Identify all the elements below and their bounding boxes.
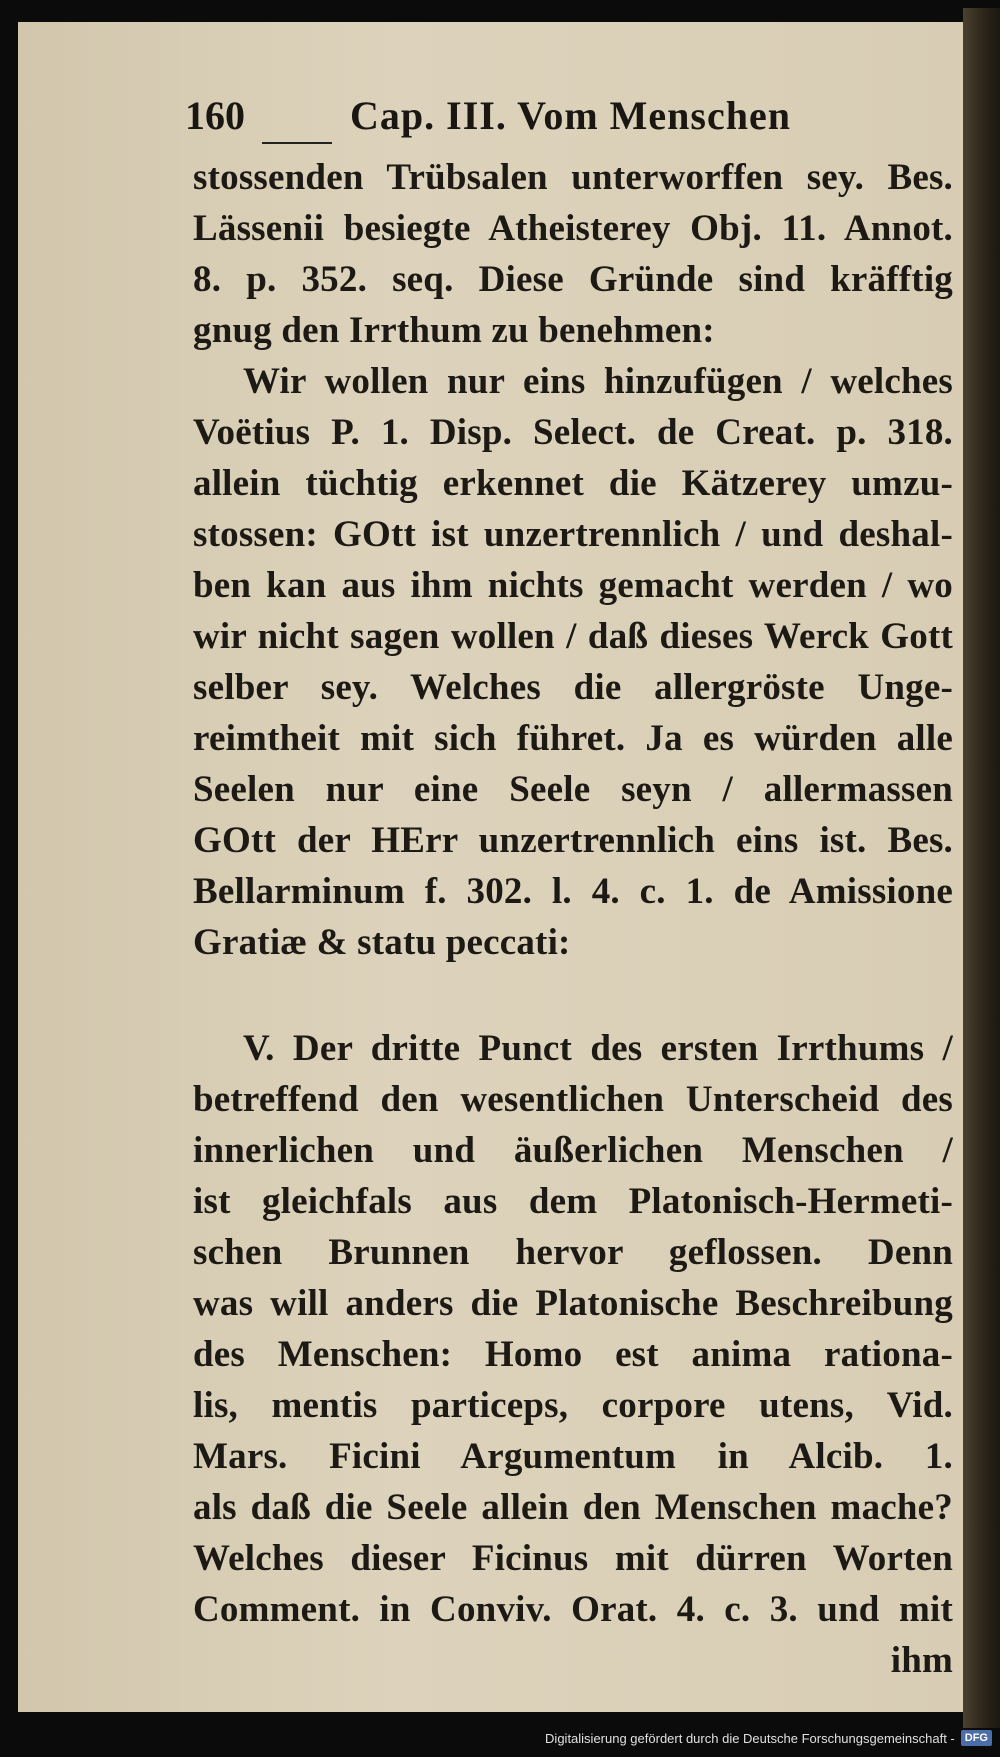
text-line: Comment. in Conviv. Orat. 4. c. 3. und mit (193, 1589, 953, 1630)
text-line: V. Der dritte Punct des ersten Irrthums / (243, 1028, 953, 1069)
text-line: Lässenii besiegte Atheisterey Obj. 11. Annot. (193, 208, 953, 249)
text-line: schen Brunnen hervor geflossen. Denn (193, 1232, 953, 1273)
text-line: betreffend den wesentlichen Unterscheid des (193, 1079, 953, 1120)
text-line: stossen: GOtt ist unzertrennlich / und deshal- (193, 514, 953, 555)
text-line: wir nicht sagen wollen / daß dieses Werck Gott (193, 616, 953, 657)
digitization-credit (545, 1727, 992, 1749)
text-line: selber sey. Welches die allergröste Unge- (193, 667, 953, 708)
page-number: 160 (185, 93, 245, 138)
text-line: ist gleichfals aus dem Platonisch-Hermeti- (193, 1181, 953, 1222)
credit-text: Digitalisierung gefördert durch die Deutsche Forschungsgemeinschaft - (545, 1730, 955, 1746)
text-line: reimtheit mit sich führet. Ja es würden alle (193, 718, 953, 759)
dfg-logo: DFG (961, 1730, 992, 1746)
text-line: als daß die Seele allein den Menschen mache? (193, 1487, 953, 1528)
catchword: ihm (890, 1640, 953, 1681)
text-line: Mars. Ficini Argumentum in Alcib. 1. (193, 1436, 953, 1477)
text-line: stossenden Trübsalen unterworffen sey. Bes. (193, 157, 953, 198)
header-rule (262, 142, 332, 144)
text-line: Gratiæ & statu peccati: (193, 922, 571, 963)
text-line: Seelen nur eine Seele seyn / allermassen (193, 769, 953, 810)
header-title: Cap. III. Vom Menschen (350, 93, 791, 138)
text-line: 8. p. 352. seq. Diese Gründe sind kräfftig (193, 259, 953, 300)
text-line: ben kan aus ihm nichts gemacht werden / wo (193, 565, 953, 606)
text-line: Wir wollen nur eins hinzufügen / welches (243, 361, 953, 402)
text-line: innerlichen und äußerlichen Menschen / (193, 1130, 953, 1171)
text-line: des Menschen: Homo est anima rationa- (193, 1334, 953, 1375)
text-line: allein tüchtig erkennet die Kätzerey umzu- (193, 463, 953, 504)
text-line: lis, mentis particeps, corpore utens, Vid. (193, 1385, 953, 1426)
text-line: gnug den Irrthum zu benehmen: (193, 310, 715, 351)
paragraph-gap (193, 968, 953, 1023)
text-line: Welches dieser Ficinus mit dürren Worten (193, 1538, 953, 1579)
body-text (193, 152, 953, 1686)
text-line: Voëtius P. 1. Disp. Select. de Creat. p. 318. (193, 412, 953, 453)
text-line: was will anders die Platonische Beschreibung (193, 1283, 953, 1324)
text-line: GOtt der HErr unzertrennlich eins ist. Bes. (193, 820, 953, 861)
text-line: Bellarminum f. 302. l. 4. c. 1. de Amissione (193, 871, 953, 912)
book-edge (963, 8, 1000, 1728)
